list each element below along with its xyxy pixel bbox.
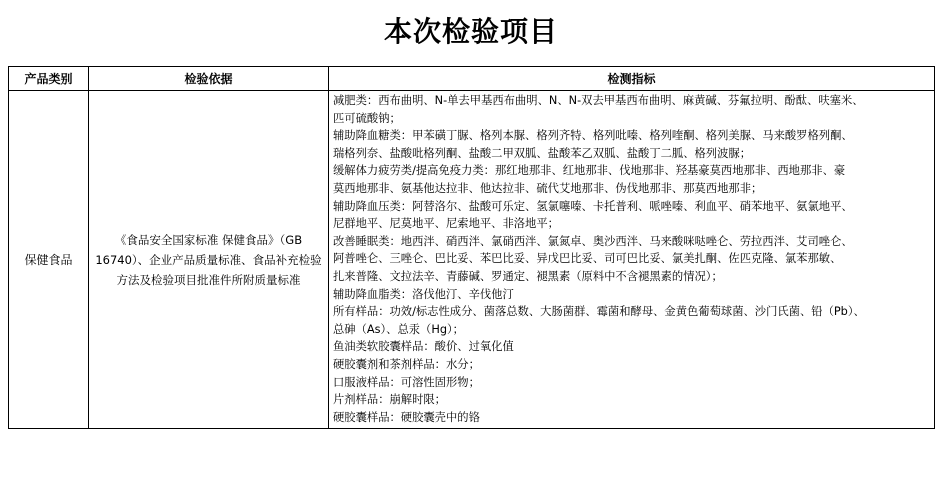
indicator-line: 改善睡眠类：地西泮、硝西泮、氯硝西泮、氯氮卓、奥沙西泮、马来酸咪哒唑仑、劳拉西泮、艾司唑仑、: [333, 234, 853, 248]
page-title: 本次检验项目: [383, 15, 558, 48]
indicator-line: 瑞格列奈、盐酸吡格列酮、盐酸二甲双胍、盐酸苯乙双胍、盐酸丁二胍、格列波脲；: [333, 146, 751, 160]
inspection-basis-cell: 《食品安全国家标准 保健食品》（GB 16740）、企业产品质量标准、食品补充检验方法及检验项目批准件所附质量标准: [89, 91, 329, 429]
indicator-line: 片剂样品：崩解时限；: [333, 393, 446, 407]
inspection-items-table: [8, 66, 935, 429]
indicator-line: 阿普唑仑、三唑仑、巴比妥、苯巴比妥、异戊巴比妥、司可巴比妥、氯美扎酮、佐匹克隆、氯苯那敏、: [333, 252, 842, 266]
header-inspection-basis: 检验依据: [89, 67, 329, 91]
test-indicators-cell: [329, 91, 935, 429]
indicator-line: 辅助降血压类：阿替洛尔、盐酸可乐定、氢氯噻嗪、卡托普利、哌唑嗪、利血平、硝苯地平、氨氯地平、: [333, 199, 853, 213]
indicator-line: 辅助降血糖类：甲苯磺丁脲、格列本脲、格列齐特、格列吡嗪、格列喹酮、格列美脲、马来酸罗格列酮、: [333, 129, 853, 143]
indicator-line: 鱼油类软胶囊样品：酸价、过氧化值: [333, 340, 514, 354]
table-row: [9, 91, 935, 429]
indicator-line: 口服液样品：可溶性固形物；: [333, 375, 480, 389]
indicator-line: 尼群地平、尼莫地平、尼索地平、非洛地平；: [333, 217, 559, 231]
indicator-line: 缓解体力疲劳类/提高免疫力类：那红地那非、红地那非、伐地那非、羟基豪莫西地那非、西地那非、豪: [333, 164, 846, 178]
table-header-row: [9, 67, 935, 91]
indicator-line: 硬胶囊样品：硬胶囊壳中的铬: [333, 410, 480, 424]
indicator-line: 扎来普隆、文拉法辛、青藤碱、罗通定、褪黑素（原料中不含褪黑素的情况）；: [333, 269, 723, 283]
indicator-line: 硬胶囊剂和茶剂样品：水分；: [333, 357, 480, 371]
header-product-category: 产品类别: [9, 67, 89, 91]
indicator-line: 莫西地那非、氨基他达拉非、他达拉非、硫代艾地那非、伪伐地那非、那莫西地那非；: [333, 181, 763, 195]
indicator-line: 辅助降血脂类：洛伐他汀、辛伐他汀: [333, 287, 514, 301]
indicator-line: 所有样品：功效/标志性成分、菌落总数、大肠菌群、霉菌和酵母、金黄色葡萄球菌、沙门氏菌、铅（Pb）、: [333, 305, 865, 319]
indicator-line: 匹可硫酸钠；: [333, 111, 401, 125]
indicator-line: 减肥类：西布曲明、N-单去甲基西布曲明、N、N-双去甲基西布曲明、麻黄碱、芬氟拉明、酚酞、呋塞米、: [333, 94, 864, 107]
header-test-indicators: 检测指标: [329, 67, 935, 91]
product-category-cell: 保健食品: [9, 91, 89, 429]
indicator-line: 总砷（As）、总汞（Hg）；: [333, 322, 464, 336]
